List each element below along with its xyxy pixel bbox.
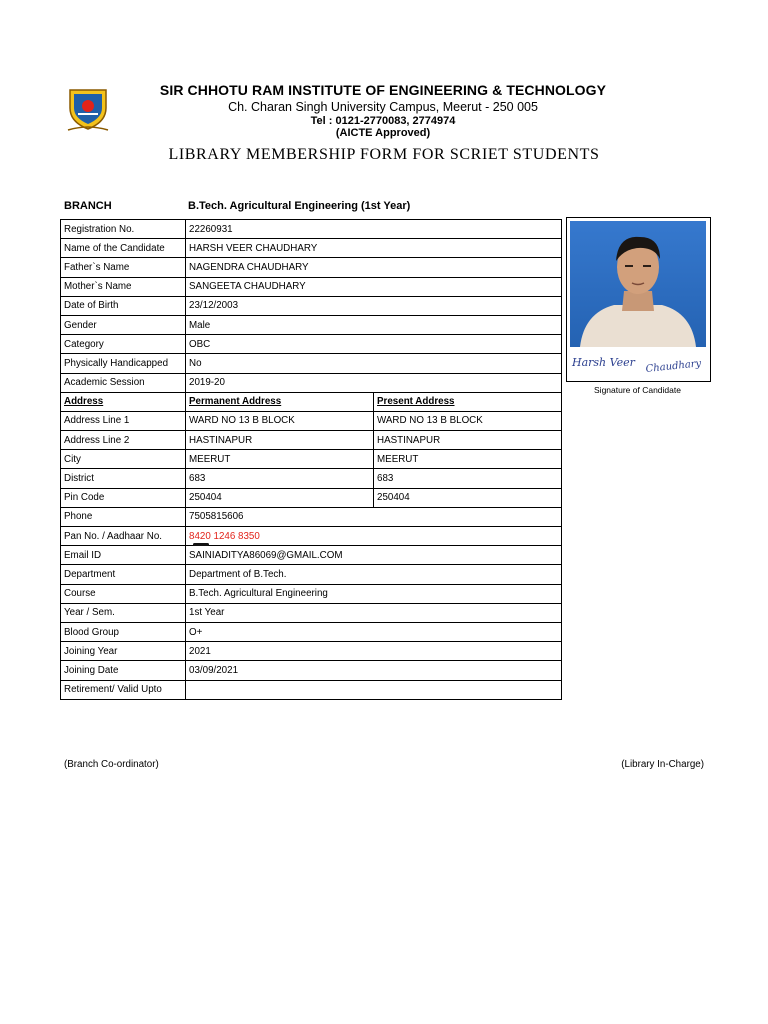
photo-signature-box (566, 217, 711, 382)
field-label: Year / Sem. (61, 603, 186, 622)
field-label: Name of the Candidate (61, 239, 186, 258)
field-label: Category (61, 335, 186, 354)
field-label: Address Line 2 (61, 431, 186, 450)
field-label: Pin Code (61, 488, 186, 507)
branch-coordinator-label: (Branch Co-ordinator) (64, 759, 159, 770)
field-label: Joining Year (61, 642, 186, 661)
field-label: Retirement/ Valid Upto (61, 680, 186, 699)
field-value: HARSH VEER CHAUDHARY (186, 239, 562, 258)
field-label: Course (61, 584, 186, 603)
present-value: HASTINAPUR (374, 431, 562, 450)
field-value: 2019-20 (186, 373, 562, 392)
field-label: Joining Date (61, 661, 186, 680)
approval-status: (AICTE Approved) (335, 127, 431, 139)
table-row (61, 220, 562, 239)
table-row (61, 642, 562, 661)
field-label: City (61, 450, 186, 469)
field-value: SAINIADITYA86069@GMAIL.COM (186, 546, 562, 565)
membership-form-table (60, 219, 562, 700)
field-label: Department (61, 565, 186, 584)
library-incharge-label: (Library In-Charge) (621, 759, 704, 770)
present-value: 250404 (374, 488, 562, 507)
svg-text:Chaudhary: Chaudhary (645, 358, 702, 375)
field-value: 03/09/2021 (186, 661, 562, 680)
field-value: No (186, 354, 562, 373)
signature-caption: Signature of Candidate (594, 385, 681, 395)
field-value: O+ (186, 622, 562, 641)
field-value: OBC (186, 335, 562, 354)
field-label: Phone (61, 507, 186, 526)
permanent-value: WARD NO 13 B BLOCK (186, 411, 374, 430)
field-label: Registration No. (61, 220, 186, 239)
field-value: 1st Year (186, 603, 562, 622)
table-row (61, 680, 562, 699)
table-row (61, 296, 562, 315)
field-label: Physically Handicapped (61, 354, 186, 373)
field-value (186, 680, 562, 699)
field-label: Gender (61, 315, 186, 334)
institute-name: SIR CHHOTU RAM INSTITUTE OF ENGINEERING & TECHNOLOGY (159, 82, 607, 98)
present-address-header: Present Address (374, 392, 562, 411)
candidate-signature (570, 350, 706, 378)
table-row (61, 431, 562, 450)
table-row (61, 315, 562, 334)
address-header-row (61, 392, 562, 411)
table-row (61, 622, 562, 641)
table-row (61, 277, 562, 296)
field-value: 7505815606 (186, 507, 562, 526)
table-row (61, 354, 562, 373)
permanent-value: 250404 (186, 488, 374, 507)
branch-value: B.Tech. Agricultural Engineering (1st Year) (188, 200, 411, 212)
permanent-address-header: Permanent Address (186, 392, 374, 411)
table-row (61, 258, 562, 277)
permanent-value: MEERUT (186, 450, 374, 469)
institute-logo (64, 86, 112, 132)
svg-text:Harsh Veer: Harsh Veer (572, 356, 635, 369)
field-value: Male (186, 315, 562, 334)
campus-address: Ch. Charan Singh University Campus, Meerut - 250 005 (228, 100, 538, 114)
table-row (61, 373, 562, 392)
table-row (61, 603, 562, 622)
field-label: Pan No. / Aadhaar No. (61, 527, 186, 546)
branch-label: BRANCH (64, 200, 112, 212)
field-label: Address Line 1 (61, 411, 186, 430)
aadhaar-value: 8420 1246 8350 (186, 527, 562, 546)
permanent-value: HASTINAPUR (186, 431, 374, 450)
field-value: NAGENDRA CHAUDHARY (186, 258, 562, 277)
table-row (61, 488, 562, 507)
field-label: Date of Birth (61, 296, 186, 315)
present-value: MEERUT (374, 450, 562, 469)
field-value: B.Tech. Agricultural Engineering (186, 584, 562, 603)
table-row (61, 507, 562, 526)
address-header: Address (61, 392, 186, 411)
present-value: 683 (374, 469, 562, 488)
table-row (61, 527, 562, 546)
present-value: WARD NO 13 B BLOCK (374, 411, 562, 430)
table-row (61, 546, 562, 565)
field-label: Blood Group (61, 622, 186, 641)
table-row (61, 469, 562, 488)
field-value: 23/12/2003 (186, 296, 562, 315)
field-value: 22260931 (186, 220, 562, 239)
table-row (61, 565, 562, 584)
field-value: SANGEETA CHAUDHARY (186, 277, 562, 296)
candidate-photo (570, 221, 706, 347)
table-row (61, 584, 562, 603)
form-title: LIBRARY MEMBERSHIP FORM FOR SCRIET STUDENTS (168, 146, 600, 163)
field-label: Academic Session (61, 373, 186, 392)
field-label: Mother`s Name (61, 277, 186, 296)
field-value: Department of B.Tech. (186, 565, 562, 584)
field-label: Email ID (61, 546, 186, 565)
table-row (61, 661, 562, 680)
table-row (61, 239, 562, 258)
table-row (61, 411, 562, 430)
table-row (61, 335, 562, 354)
telephone: Tel : 0121-2770083, 2774974 (310, 115, 456, 127)
field-value: 2021 (186, 642, 562, 661)
field-label: Father`s Name (61, 258, 186, 277)
redaction-mark (193, 543, 209, 546)
table-row (61, 450, 562, 469)
permanent-value: 683 (186, 469, 374, 488)
field-label: District (61, 469, 186, 488)
